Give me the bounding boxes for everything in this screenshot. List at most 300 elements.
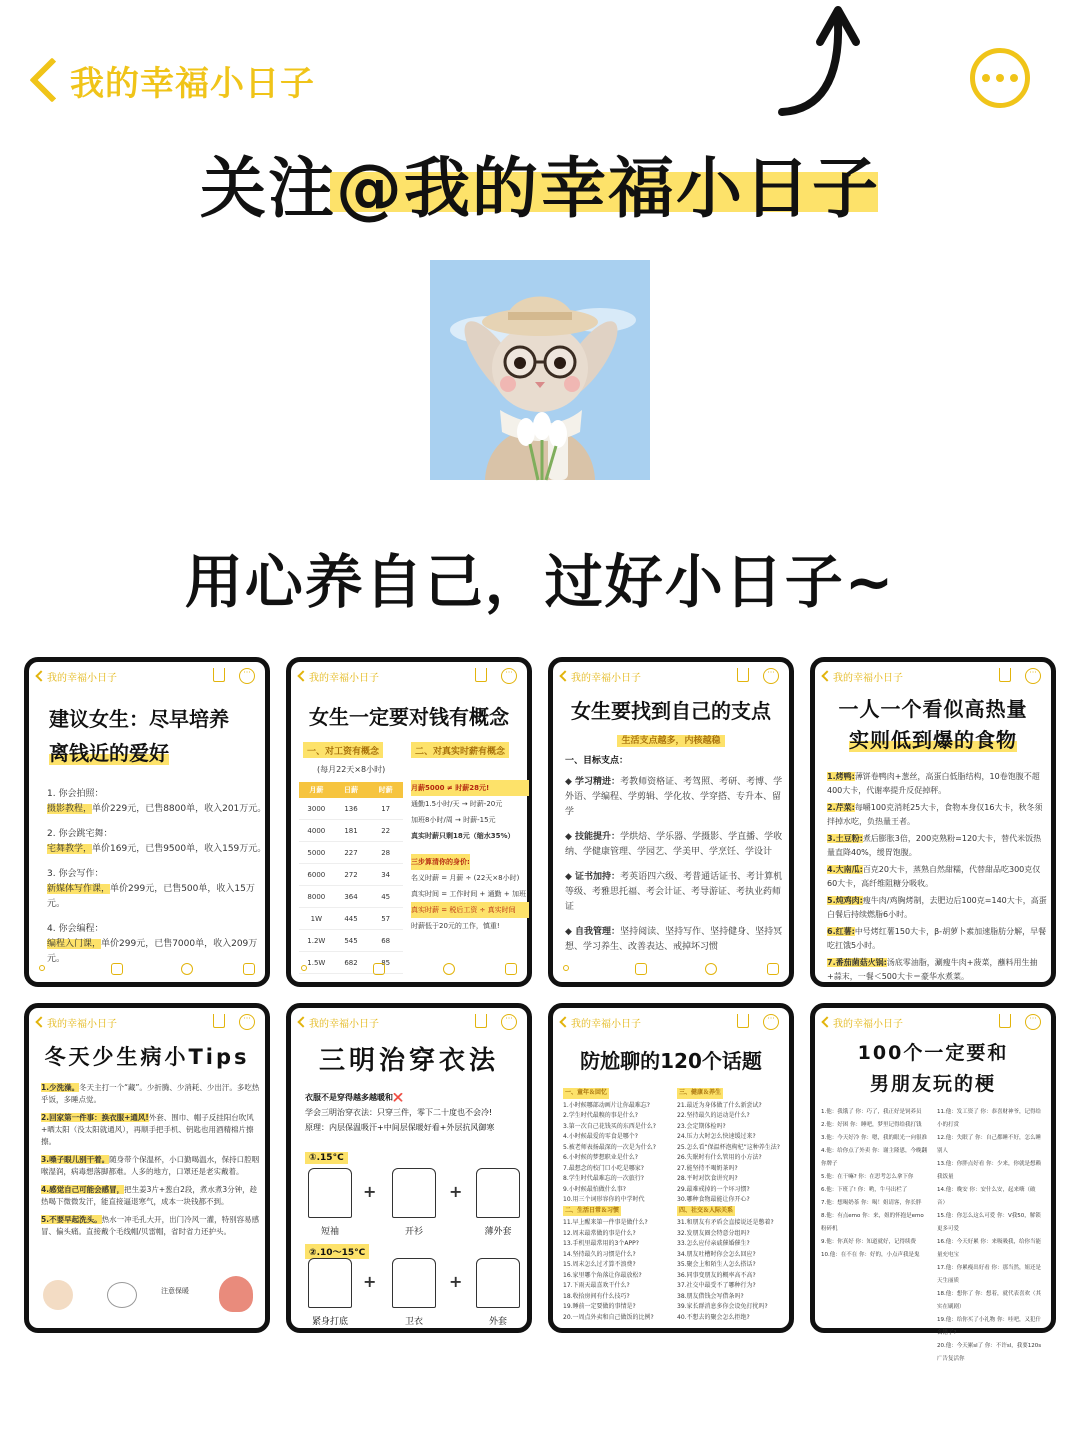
list-item: 13.手机里最常用的3个APP? (563, 1240, 639, 1247)
clothing-label: 短袖 (320, 1227, 339, 1237)
clothing-label: 外套 (488, 1317, 507, 1327)
list-item (47, 867, 269, 912)
card-header-label: 我的幸福小日子 (571, 1019, 641, 1030)
share-icon (475, 668, 487, 682)
avatar[interactable] (430, 260, 650, 480)
card-title-line: 建议女生：尽早培养 (49, 707, 229, 731)
item-head: ◆ 自我管理： (565, 927, 621, 937)
item-text: 冬天主打一个“藏”。少折腾、少消耗、少出汗。多吃热乎饭，多睡点觉。 (41, 1083, 260, 1104)
item-head: 1. 你会拍照： (47, 789, 104, 799)
note-line: 名义时薪 = 月薪 ÷ (22天×8小时) (411, 874, 520, 882)
chevron-left-icon (297, 1016, 308, 1027)
item-text: 汤底零油脂，涮瘦牛肉+菠菜，蘸料用生抽+蒜末，一餐＜500大卡＝豪华水煮菜。 (827, 958, 1038, 981)
item-text: 坚持阅读、坚持写作、坚持健身、坚持冥想、学习养生、改善表达、戒掉坏习惯 (565, 927, 783, 952)
more-dot-icon (1010, 74, 1018, 82)
table-cell: 227 (344, 848, 358, 857)
list-item: 19.他：给你买了小礼物 你：哇吧，又犯什么错了? (937, 1317, 1041, 1336)
more-icon: ··· (1025, 1014, 1041, 1030)
table-row (299, 864, 403, 886)
curved-arrow-icon (770, 0, 870, 125)
cardigan-icon (476, 1168, 520, 1218)
headline-text: 关注@我的幸福小日子 (200, 150, 880, 227)
list-item (827, 956, 1049, 984)
more-icon: ··· (1025, 668, 1041, 684)
card-header (29, 662, 265, 692)
section-label: 二、对真实时薪有概念 (411, 742, 509, 758)
hoodie-icon (392, 1258, 436, 1308)
post-card[interactable] (24, 657, 270, 987)
table-row (299, 908, 403, 930)
section-heading: 一、目标支点： (565, 756, 629, 766)
card-header (29, 1008, 265, 1038)
list-item: 37.社交中最受不了哪种行为? (677, 1282, 756, 1289)
item-head: 2. 你会跳宅舞： (47, 829, 113, 839)
table-header (299, 782, 403, 798)
list-item: 29.最难戒掉的一个坏习惯? (677, 1185, 750, 1193)
camera-icon (635, 963, 647, 975)
card-header-label: 我的幸福小日子 (571, 673, 641, 684)
clothing-item (473, 1258, 523, 1327)
intro-line: 学会三明治穿衣法：只穿三件，零下二十度也不会冷! (305, 1108, 493, 1117)
more-dot-icon (996, 74, 1004, 82)
table-row (299, 798, 403, 820)
list-item: 15.周末怎么过才算不浪费? (563, 1261, 636, 1268)
table-cell: 17 (381, 804, 391, 813)
table-header-cell: 日薪 (344, 786, 358, 794)
item-mark: 新媒体写作课， (47, 884, 111, 894)
sticker-caption: 注意保暖 (161, 1287, 189, 1295)
edit-icon (243, 963, 255, 975)
card-header-label: 我的幸福小日子 (47, 1019, 117, 1030)
plus-icon: + (363, 1272, 377, 1291)
card-toolbar (291, 956, 527, 982)
table-cell: 136 (344, 804, 358, 813)
share-icon (213, 1014, 225, 1028)
headline (0, 135, 1080, 230)
item-text: 煮后膨胀3倍，200克熟粉=120大卡，替代米饭热量直降40%，缓胃饱腹。 (827, 834, 1042, 857)
camera-icon (373, 963, 385, 975)
list-item: 5.被老师表扬最深的一次是为什么? (563, 1143, 656, 1151)
list-item: 26.失眠时有什么管用的小方法? (677, 1154, 762, 1161)
list-item (47, 787, 269, 817)
note-line: 三步算清你的身价: (411, 854, 470, 870)
table-cell: 34 (381, 870, 391, 879)
plus-icon: + (363, 1182, 377, 1201)
edit-icon (767, 963, 779, 975)
list-item: 13.他：你胖点好看 你：少来，你就是想赖我饭量 (937, 1161, 1041, 1180)
item-text: 百克20大卡，蒸熟自然甜糯，代替甜品吃300克仅60大卡，高纤维阻糖分吸收。 (827, 865, 1041, 888)
card-header-label: 我的幸福小日子 (47, 673, 117, 684)
list-item: 3.第一次自己花钱买的东西是什么? (563, 1122, 656, 1130)
list-item: 2.他：好困 你：睡吧，梦里记得给我打钱 (821, 1122, 922, 1128)
list-item: 20.一周点外卖和自己做饭的比例? (563, 1313, 654, 1321)
card-title-line: 一人一个看似高热量 (838, 697, 1028, 721)
more-dot-icon (982, 74, 990, 82)
card-header (553, 1008, 789, 1038)
table-cell: 45 (381, 892, 391, 901)
note-line: 真实时薪只剩18元（缩水35%） (411, 832, 515, 840)
item-mark: 编程入门课， (47, 939, 102, 949)
topic-section: 二、生活日常＆习惯 (563, 1206, 621, 1217)
card-title (29, 702, 265, 770)
list-item: 31.和朋友有矛盾会直接说还是憋着? (677, 1219, 774, 1226)
table-cell: 181 (344, 826, 358, 835)
item-head: 1.烤鸭: (827, 772, 855, 781)
item-text: 中号烤红薯150大卡，β-胡萝卜素加速脂肪分解，早餐吃扛饿5小时。 (827, 927, 1047, 950)
list-item: 10.他：在不在 你：好的，小点声我是鬼 (821, 1252, 920, 1258)
meme-column (937, 1106, 1043, 1366)
item-text: 单价229元，已售8800单，收入201万元。 (92, 804, 267, 814)
chevron-left-icon (297, 670, 308, 681)
item-text: 单价299元，已售500单，收入15万元。 (47, 884, 255, 909)
card-toolbar (29, 956, 265, 982)
salary-table (299, 782, 403, 974)
pen-icon (705, 963, 717, 975)
shirt-icon (392, 1168, 436, 1218)
table-cell: 3000 (307, 804, 326, 813)
list-item: 12.周末最常做的事是什么? (563, 1229, 636, 1237)
list-item: 21.最近为身体做了什么新尝试? (677, 1101, 762, 1109)
topic-column (677, 1088, 783, 1323)
list-item (565, 830, 787, 860)
list-icon (301, 965, 307, 971)
list-item: 11.早上醒来第一件事是做什么? (563, 1219, 648, 1226)
note-line: 通勤1.5小时/天 → 时薪-20元 (411, 800, 503, 808)
meme-column (821, 1106, 927, 1262)
item-text: 热水一冲毛孔大开，出门冷风一灌，特别容易感冒、偏头痛。直接戴个毛线帽/贝雷帽，省时省力还护头。 (41, 1215, 260, 1236)
list-item (41, 1214, 263, 1238)
chevron-left-icon (35, 670, 46, 681)
clothing-label: 薄外套 (484, 1227, 512, 1237)
intro-line: 衣服不是穿得越多越暖和❌ (305, 1093, 403, 1102)
intro-line: 原理：内层保温吸汗+中间层保暖好看+外层抗风御寒 (305, 1123, 495, 1132)
item-head: ◆ 学习精进： (565, 777, 621, 787)
pen-icon (443, 963, 455, 975)
card-title: 冬天少生病小Tips (44, 1045, 250, 1069)
card-title: 女生一定要对钱有概念 (309, 705, 509, 729)
table-header-cell: 时薪 (378, 786, 393, 794)
temp-tag: ①.15°C (305, 1152, 348, 1164)
table-row (299, 842, 403, 864)
clothing-item (305, 1168, 355, 1237)
list-item: 18.他：想你了 你：想着，就代表喜欢（其实在刷剧） (937, 1291, 1041, 1310)
slogan: 用心养自己，过好小日子~ (184, 548, 896, 616)
post-card[interactable] (810, 657, 1056, 987)
item-text: 每嚼100克消耗25大卡，食物本身仅16大卡，秋冬须拌掉水吃，负热量王者。 (827, 803, 1043, 826)
list-item: 28.平时对饮食讲究吗? (677, 1175, 738, 1182)
section-label: 一、对工资有概念 (303, 742, 383, 758)
list-item: 19.睡前一定要做的事情是? (563, 1303, 636, 1310)
list-icon (39, 965, 45, 971)
post-card[interactable] (286, 657, 532, 987)
card-header-label: 我的幸福小日子 (309, 673, 379, 684)
list-item: 22.坚持最久的运动是什么? (677, 1112, 750, 1119)
note-line: 时薪低于20元的工作，慎重! (411, 922, 500, 930)
item-text: 考教师资格证、考驾照、考研、考博、学外语、学编程、学剪辑、学化妆、学穿搭、专升本、留学 (565, 777, 783, 817)
card-title-line: 男朋友玩的梗 (869, 1073, 996, 1095)
item-head: 3. 你会写作： (47, 869, 104, 879)
more-icon: ··· (763, 1014, 779, 1030)
list-item (565, 870, 787, 915)
chevron-left-icon (35, 1016, 46, 1027)
bunny-avatar-icon (430, 260, 650, 480)
list-item: 3.他：今天好冷 你：嗯，我的眼光一向很准 (821, 1135, 927, 1141)
item-text: 瘦牛肉/鸡胸烤制，去肥边后100克=140大卡，高蛋白餐后持续燃脂6小时。 (827, 896, 1047, 919)
card-header (815, 662, 1051, 692)
item-head: 3.嗓子眼儿别干着。 (41, 1155, 110, 1164)
item-head: ◆ 技能提升： (565, 832, 621, 842)
back-button[interactable] (24, 52, 324, 108)
item-text: 薄饼卷鸭肉+葱丝，高蛋白低脂结构，10卷饱腹不超400大卡，代谢率提升反促掉秤。 (827, 772, 1040, 795)
chevron-left-icon (821, 1016, 832, 1027)
note-line: 加班8小时/周 → 时薪-15元 (411, 816, 496, 824)
pen-icon (181, 963, 193, 975)
item-head: 5.不要早起洗头。 (41, 1215, 102, 1224)
item-head: 2.芹菜: (827, 803, 855, 812)
list-item: 15.他：你怎么这么可爱 你：V我50，解锁更多可爱 (937, 1213, 1041, 1232)
item-head: 7.番茄菌菇火锅: (827, 958, 887, 967)
list-item: 1.他：我饿了 你：巧了，我正好是饲养员 (821, 1109, 922, 1115)
item-head: 1.少洗澡。 (41, 1083, 80, 1092)
more-options-button[interactable] (970, 48, 1030, 108)
list-item (827, 770, 1049, 798)
item-head: 3.土豆粉: (827, 834, 863, 843)
list-icon (563, 965, 569, 971)
list-item: 30.哪种食物最能让你开心? (677, 1196, 750, 1203)
list-item: 36.同事变朋友的概率高不高? (677, 1271, 756, 1279)
table-cell: 1.2W (307, 936, 326, 945)
share-icon (999, 668, 1011, 682)
table-cell: 68 (381, 936, 391, 945)
item-text: 单价169元，已售9500单，收入159万元。 (92, 844, 267, 854)
list-item: 14.坚持最久的习惯是什么? (563, 1250, 636, 1258)
list-item: 17.下雨天最喜欢干什么? (563, 1282, 630, 1289)
tshirt-icon (308, 1168, 352, 1218)
list-item: 40.不想去的聚会怎么拒绝? (677, 1313, 750, 1321)
list-item: 16.他：今天好累 你：来吸吸我，给你当能量充电宝 (937, 1239, 1041, 1258)
more-icon: ··· (501, 668, 517, 684)
list-item (41, 1082, 263, 1106)
item-head: 4. 你会编程： (47, 924, 104, 934)
list-item: 7.他：想喝奶茶 你：喝！姐请客，你长胖 (821, 1200, 922, 1206)
post-grid (24, 657, 1056, 1362)
note-line: 真实时薪 = 税后工资 ÷ 真实时间 (411, 902, 529, 918)
table-header-cell: 月薪 (309, 786, 324, 794)
card-title: 女生要找到自己的支点 (571, 699, 771, 723)
list-item: 33.怎么应付亲戚催婚催生? (677, 1240, 750, 1247)
list-item: 16.家里哪个角落让你最放松? (563, 1271, 642, 1279)
jacket-icon (476, 1258, 520, 1308)
table-cell: 6000 (307, 870, 326, 879)
table-cell: 1W (310, 914, 323, 923)
more-icon: ··· (239, 668, 255, 684)
post-card[interactable] (548, 657, 794, 987)
card-body (827, 770, 1049, 987)
table-cell: 545 (344, 936, 358, 945)
table-cell: 57 (381, 914, 391, 923)
list-item: 5.他：在干嘛? 你：在思考怎么拿下你 (821, 1174, 914, 1180)
card-title (815, 694, 1051, 756)
item-head: 4.大南瓜: (827, 865, 863, 874)
chevron-left-icon (821, 670, 832, 681)
card-subtitle: 生活支点越多，内核越稳 (617, 735, 724, 747)
list-item: 11.他：发工资了 你：恭喜财神爷，记得给小的打赏 (937, 1109, 1041, 1128)
clothing-item (305, 1258, 355, 1327)
list-item (47, 827, 269, 857)
list-item: 17.他：你累瘦出好看 你：那当然，姐还是天生丽质 (937, 1265, 1041, 1284)
note-line: 真实时间 = 工作时间 + 通勤 + 加班 (411, 890, 526, 898)
list-item: 35.聚会上和陌生人怎么搭话? (677, 1261, 756, 1268)
table-cell: 28 (381, 848, 391, 857)
note-line: 月薪5000 ≠ 时薪28元! (411, 780, 529, 796)
post-card[interactable] (548, 1003, 794, 1333)
item-head: 4.感觉自己可能会感冒， (41, 1185, 125, 1194)
list-item: 18.收拾房间有什么技巧? (563, 1292, 630, 1300)
chevron-left-icon (559, 1016, 570, 1027)
cloud-sticker-icon (107, 1282, 137, 1308)
topic-section: 四、社交＆人际关系 (677, 1206, 735, 1217)
post-card[interactable] (24, 1003, 270, 1333)
topic-section: 一、童年＆回忆 (563, 1088, 609, 1099)
post-card[interactable] (286, 1003, 532, 1333)
more-icon: ··· (501, 1014, 517, 1030)
card-body (565, 754, 787, 965)
list-item (565, 775, 787, 820)
list-item (41, 1184, 263, 1208)
section-note: (每月22天×8小时) (317, 765, 386, 774)
card-header-label: 我的幸福小日子 (309, 1019, 379, 1030)
post-card[interactable] (810, 1003, 1056, 1362)
list-item: 14.他：晚安 你：安什么安，起来嗨（破音） (937, 1187, 1036, 1206)
chevron-left-icon (24, 52, 64, 108)
plus-icon: + (449, 1182, 463, 1201)
more-icon: ··· (239, 1014, 255, 1030)
list-item: 23.会定期体检吗? (677, 1122, 726, 1130)
table-cell: 1.5W (307, 958, 326, 967)
table-cell: 85 (381, 958, 391, 967)
card-header-label: 我的幸福小日子 (833, 673, 903, 684)
card-title-line: 离钱近的爱好 (49, 741, 169, 765)
list-item: 6.他：下班了! 你：哟，牛马出栏了 (821, 1187, 908, 1193)
item-text: 单价299元，已售7000单，收入209万元。 (47, 939, 258, 964)
list-item (565, 925, 787, 955)
list-item: 10.用三个词形容你的中学时代 (563, 1196, 645, 1203)
card-header-label: 我的幸福小日子 (833, 1019, 903, 1030)
longsleeve-icon (308, 1258, 352, 1308)
share-icon (213, 668, 225, 682)
share-icon (737, 668, 749, 682)
card-title: 防尬聊的120个话题 (580, 1049, 762, 1073)
table-cell: 5000 (307, 848, 326, 857)
share-icon (999, 1014, 1011, 1028)
clothing-item (473, 1168, 523, 1237)
item-head: 6.红薯: (827, 927, 855, 936)
card-header (291, 662, 527, 692)
list-item: 38.朋友借钱会写借条吗? (677, 1292, 744, 1300)
table-cell: 4000 (307, 826, 326, 835)
table-cell: 445 (344, 914, 358, 923)
list-item: 8.他：有点emo 你：来，姐的怀抱是emo粉碎机 (821, 1213, 924, 1232)
item-mark: 摄影教程， (47, 804, 93, 814)
card-body (305, 1090, 527, 1135)
item-text: 随身带个保温杯，小口勤喝温水，保持口腔咽喉湿润，病毒想落脚都难。人多的地方，口罩还是老实戴着。 (41, 1155, 260, 1176)
more-icon: ··· (763, 668, 779, 684)
list-item: 4.小时候最爱的零食是哪个? (563, 1133, 638, 1140)
item-mark: 宅舞教学， (47, 844, 93, 854)
topic-section: 三、健康＆养生 (677, 1088, 723, 1099)
list-item: 25.怎么看“保温杯泡枸杞”这种养生法? (677, 1143, 780, 1151)
share-icon (737, 1014, 749, 1028)
card-title: 三明治穿衣法 (318, 1046, 499, 1076)
table-cell: 8000 (307, 892, 326, 901)
temp-tag: ②.10～15°C (305, 1244, 369, 1259)
chevron-left-icon (559, 670, 570, 681)
girl-sticker-icon (219, 1276, 253, 1312)
card-title-line: 100个一定要和 (857, 1042, 1009, 1064)
list-item: 9.他：你真好 你：知道就好，记得续费 (821, 1239, 916, 1245)
table-cell: 22 (381, 826, 391, 835)
list-item (827, 925, 1049, 953)
item-head: 5.炖鸡肉: (827, 896, 863, 905)
item-text: 学烘焙、学乐器、学摄影、学直播、学收纳、学健康管理、学园艺、学美甲、学烹饪、学设计 (565, 832, 783, 857)
list-item: 34.朋友吐槽时你会怎么回应? (677, 1250, 756, 1258)
clothing-label: 开衫 (404, 1227, 423, 1237)
topic-column (563, 1088, 669, 1323)
table-row (299, 820, 403, 842)
list-item: 8.学生时代最难忘的一次旅行? (563, 1175, 644, 1182)
list-item (827, 832, 1049, 860)
top-nav (0, 0, 1080, 130)
list-item (41, 1154, 263, 1178)
camera-icon (111, 963, 123, 975)
card-body (41, 1082, 263, 1244)
list-item: 9.小时候最怕做什么事? (563, 1185, 626, 1193)
list-item: 20.他：今天累sl了 你：不许sl，我要120s广告复活你 (937, 1343, 1042, 1362)
list-item: 27.能坚持不喝奶茶吗? (677, 1164, 738, 1172)
list-item (827, 801, 1049, 829)
card-toolbar (553, 956, 789, 982)
item-text: 把生姜3片+葱白2段，煮水煮3分钟，趁热喝下微微发汗，能直接逼退寒气，成本一块钱都不到。 (41, 1185, 258, 1206)
card-title (815, 1038, 1051, 1100)
card-header (553, 662, 789, 692)
list-item: 1.小时候哪部动画片让你最难忘? (563, 1101, 650, 1109)
item-head: ◆ 证书加持： (565, 872, 621, 882)
list-item: 6.小时候的梦想职业是什么? (563, 1154, 638, 1161)
back-label: 我的幸福小日子 (70, 63, 315, 104)
list-item: 32.发朋友圈会特意分组吗? (677, 1229, 750, 1237)
list-item: 7.最想念的校门口小吃是哪家? (563, 1164, 644, 1172)
list-item: 39.家长群消息多你会设免打扰吗? (677, 1303, 768, 1310)
edit-icon (505, 963, 517, 975)
plus-icon: + (449, 1272, 463, 1291)
card-header (291, 1008, 527, 1038)
item-head: 2.回家第一件事：换衣服+通风! (41, 1113, 149, 1122)
list-item: 2.学生时代最糗的事是什么? (563, 1112, 638, 1119)
table-row (299, 930, 403, 952)
card-title-line: 实则低到爆的食物 (849, 728, 1017, 752)
list-item: 4.他：给你点了外卖 你：谢主隆恩，今晚翻你牌子 (821, 1148, 927, 1167)
card-body (47, 787, 269, 977)
clothing-label: 紧身打底 (311, 1317, 348, 1327)
hourly-notes (411, 780, 529, 934)
clothing-label: 卫衣 (404, 1317, 423, 1327)
list-item (827, 863, 1049, 891)
table-cell: 364 (344, 892, 358, 901)
table-cell: 272 (344, 870, 358, 879)
list-item (41, 1112, 263, 1148)
card-header (815, 1008, 1051, 1038)
clothing-item (389, 1168, 439, 1237)
